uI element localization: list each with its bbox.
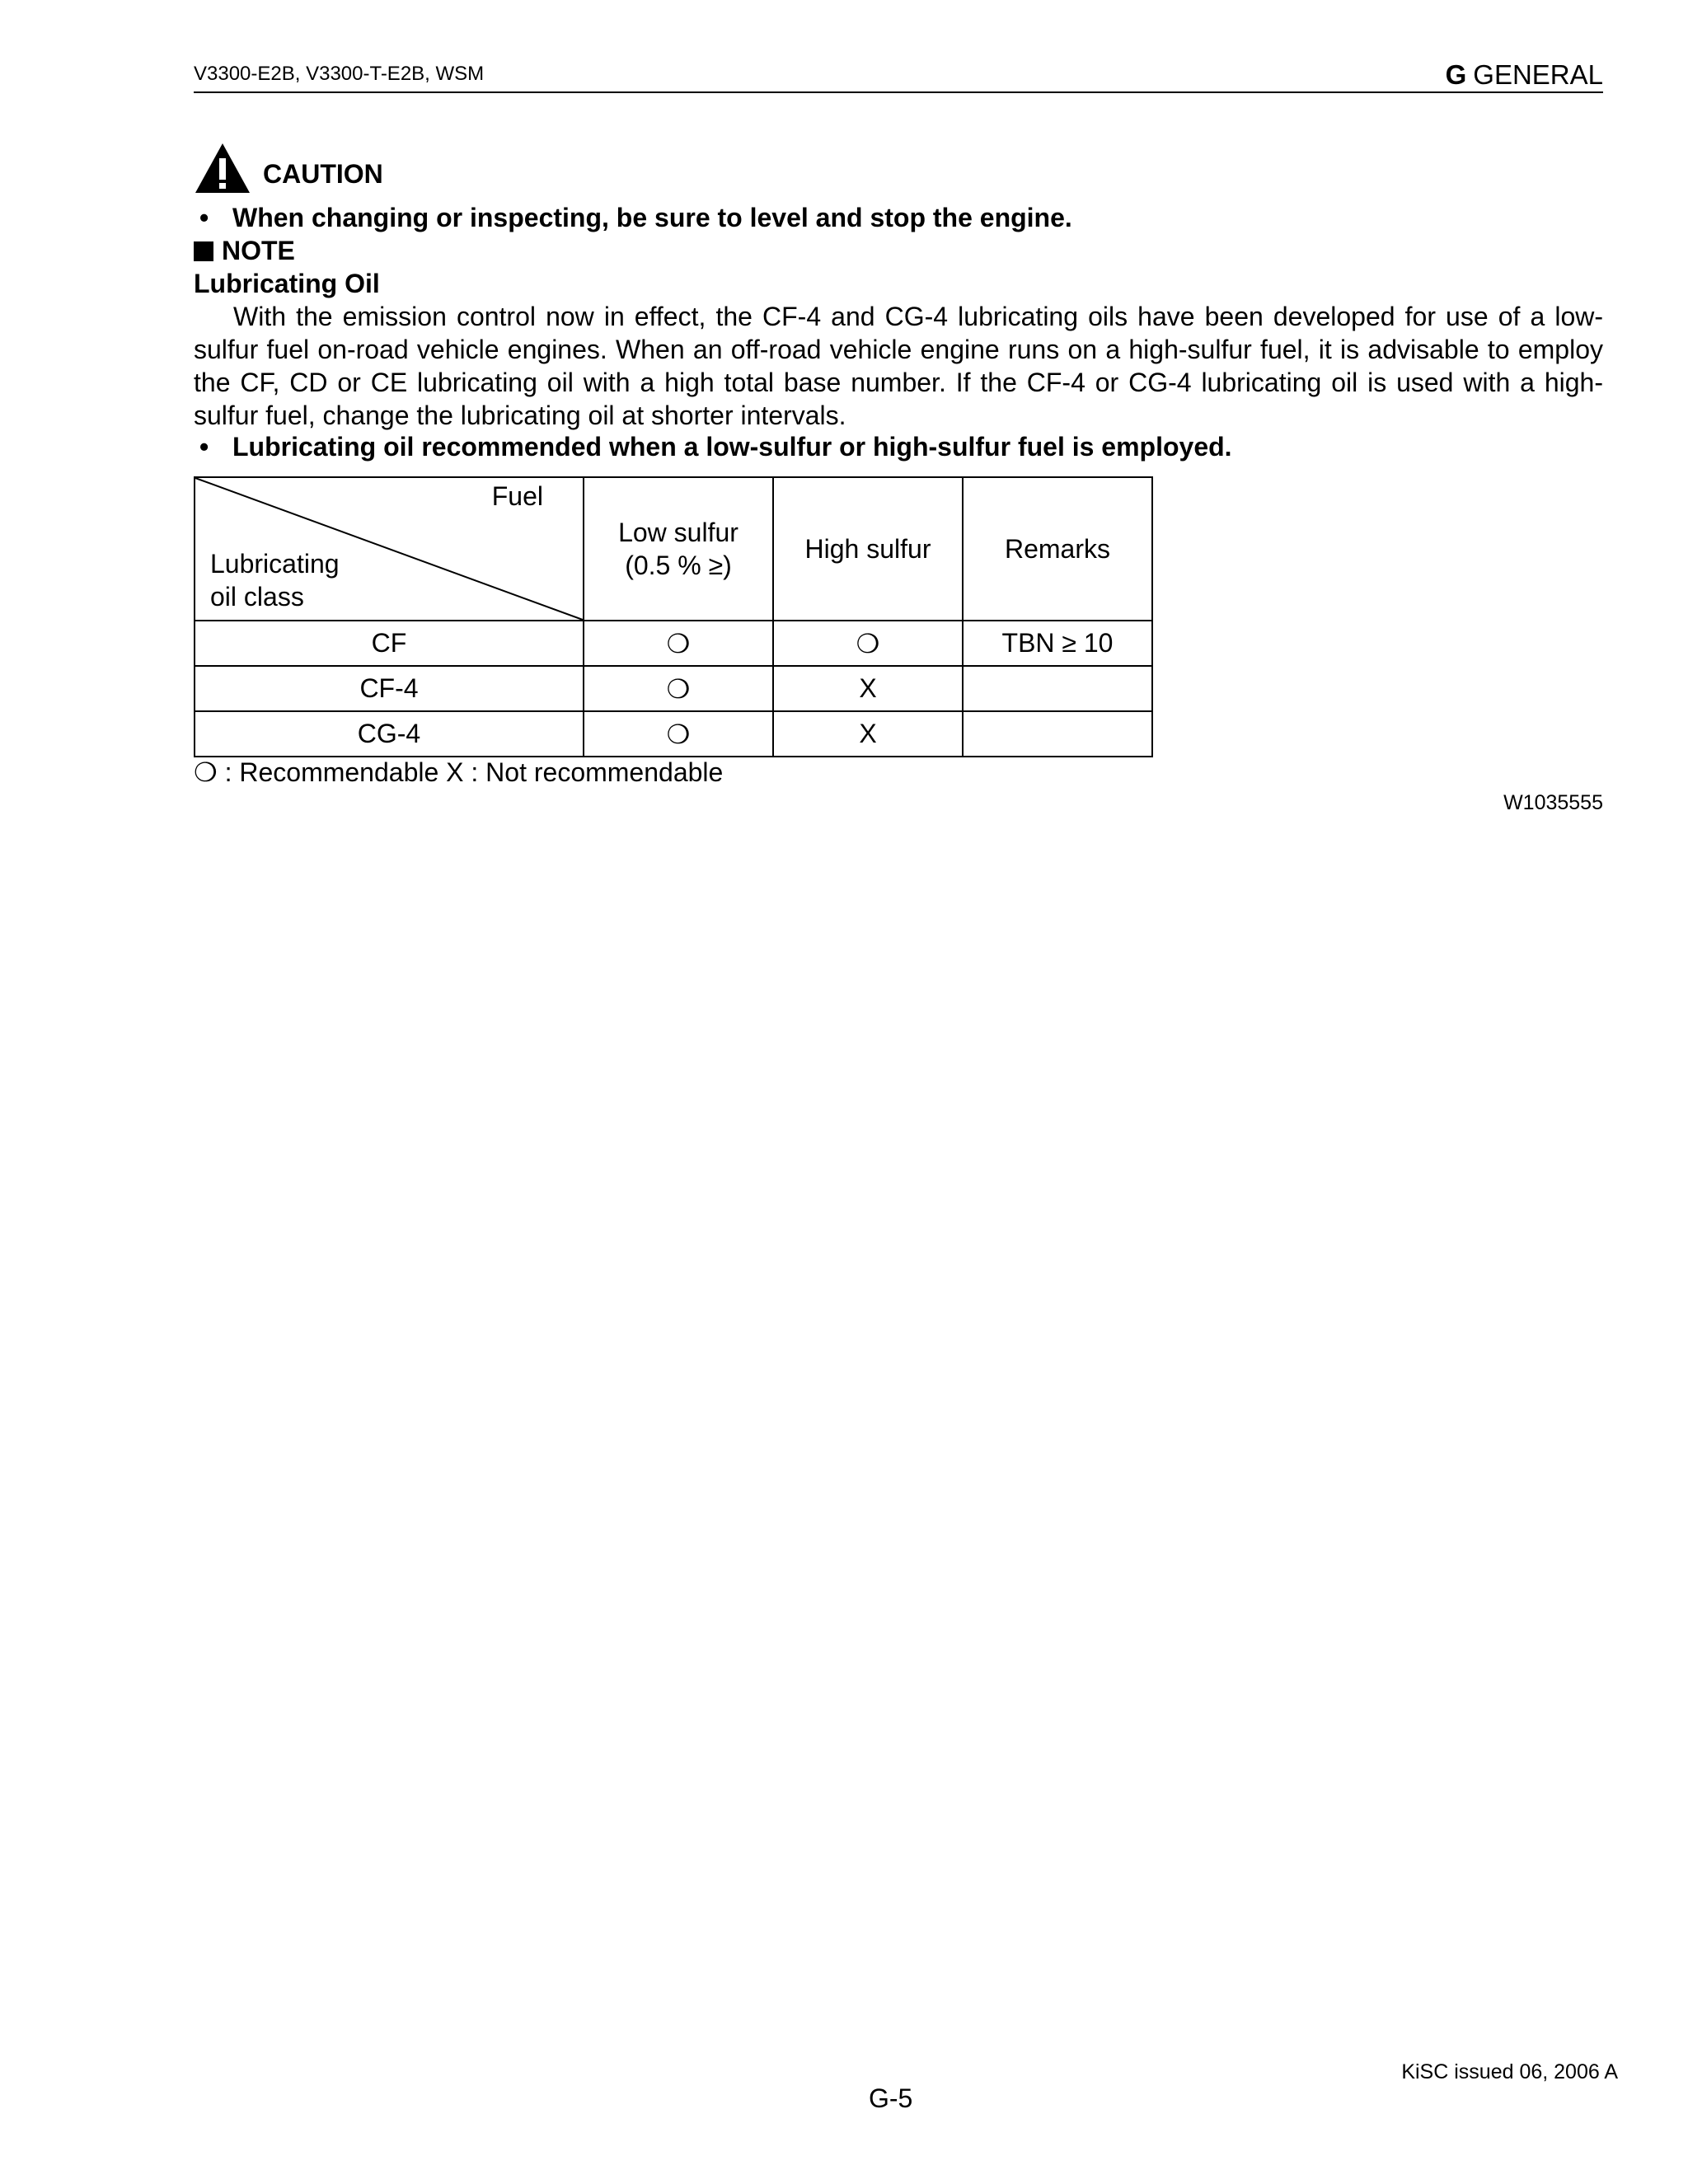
table-row bbox=[195, 621, 1152, 666]
section-letter: G bbox=[1445, 59, 1467, 90]
high-sulfur-cell: X bbox=[773, 666, 963, 711]
oil-class-cell: CF-4 bbox=[195, 666, 584, 711]
low-sulfur-cell: ❍ bbox=[584, 621, 773, 666]
table-header-row bbox=[195, 477, 1152, 621]
corner-oil-line2: oil class bbox=[210, 582, 304, 612]
body-paragraph: With the emission control now in effect, the CF-4 and CG-4 lubricating oils have been developed for use of a low-sulfur fuel on-road vehicle engines. When an off-road vehicle engine runs on a high-sulfur fuel, it is advisable to employ the CF, CD or CE lubricating oil with a high total base number. If the CF-4 or CG-4 lubricating oil is used with a high-sulfur fuel, change the lubricating oil at shorter intervals. bbox=[194, 302, 1603, 430]
oil-class-cell: CG-4 bbox=[195, 711, 584, 757]
header-low-line2: (0.5 % ≥) bbox=[625, 551, 732, 580]
low-sulfur-cell: ❍ bbox=[584, 711, 773, 757]
note-heading bbox=[194, 236, 295, 266]
note-bullet: • Lubricating oil recommended when a low-sulfur or high-sulfur fuel is employed. bbox=[199, 432, 1232, 462]
page-number: G-5 bbox=[869, 2083, 913, 2113]
remarks-cell bbox=[963, 711, 1152, 757]
header-low-sulfur bbox=[584, 477, 773, 621]
corner-oil-line1: Lubricating bbox=[210, 549, 340, 579]
remarks-cell: TBN ≥ 10 bbox=[963, 621, 1152, 666]
section-heading bbox=[1446, 59, 1603, 91]
header-remarks: Remarks bbox=[963, 477, 1152, 621]
header-divider bbox=[194, 91, 1603, 93]
header-high-sulfur: High sulfur bbox=[773, 477, 963, 621]
document-code: W1035555 bbox=[1503, 791, 1603, 814]
caution-label: CAUTION bbox=[263, 158, 383, 189]
note-bullet-text: Lubricating oil recommended when a low-sulfur or high-sulfur fuel is employed. bbox=[232, 432, 1232, 462]
corner-label-fuel: Fuel bbox=[491, 481, 543, 511]
table-row bbox=[195, 666, 1152, 711]
square-bullet-icon bbox=[194, 241, 213, 261]
caution-bullet: • When changing or inspecting, be sure to level and stop the engine. bbox=[199, 203, 1072, 232]
oil-class-cell: CF bbox=[195, 621, 584, 666]
table-row bbox=[195, 711, 1152, 757]
corner-label-oil-class bbox=[210, 547, 340, 613]
note-label: NOTE bbox=[222, 236, 295, 265]
section-title: GENERAL bbox=[1473, 59, 1603, 90]
caution-block bbox=[194, 142, 383, 194]
issue-note: KiSC issued 06, 2006 A bbox=[1401, 2060, 1618, 2083]
document-title: V3300-E2B, V3300-T-E2B, WSM bbox=[194, 63, 485, 85]
corner-header-cell bbox=[195, 477, 584, 621]
subheading: Lubricating Oil bbox=[194, 269, 380, 298]
caution-bullet-text: When changing or inspecting, be sure to level and stop the engine. bbox=[232, 203, 1072, 232]
warning-triangle-icon bbox=[194, 142, 251, 194]
high-sulfur-cell: X bbox=[773, 711, 963, 757]
table-legend: ❍ : Recommendable X : Not recommendable bbox=[194, 757, 724, 787]
low-sulfur-cell: ❍ bbox=[584, 666, 773, 711]
lubricating-oil-table bbox=[194, 476, 1153, 757]
high-sulfur-cell: ❍ bbox=[773, 621, 963, 666]
header-low-line1: Low sulfur bbox=[618, 518, 738, 547]
remarks-cell bbox=[963, 666, 1152, 711]
